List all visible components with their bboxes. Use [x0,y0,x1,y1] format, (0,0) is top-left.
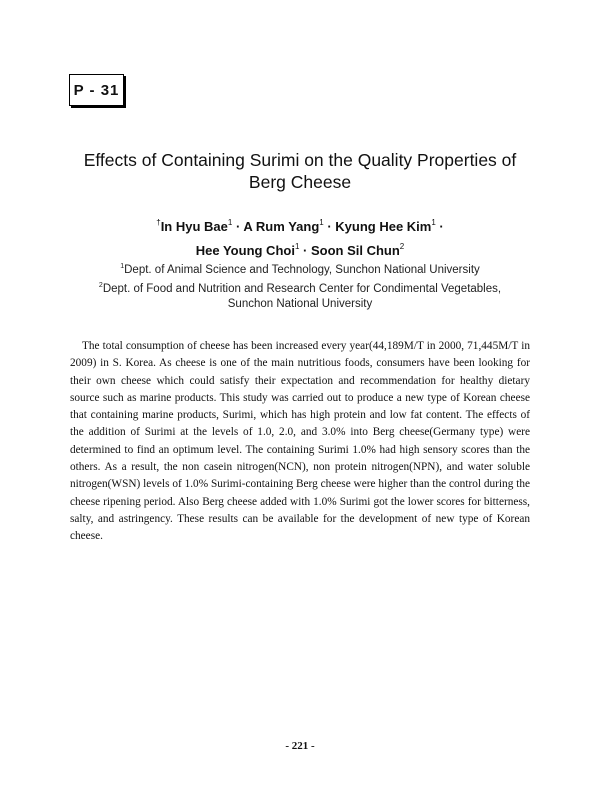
title-line-2: Berg Cheese [248,172,352,192]
affil-text: Dept. of Food and Nutrition and Research Center for Condimental Vegetables, [102,283,502,295]
paper-code: P - 31 [73,81,120,99]
author-list [60,213,540,261]
paper-title [40,149,560,193]
author-affil-sup: 1 [227,218,233,227]
author-affil-sup: 1 [319,218,324,227]
author-row-2 [60,237,540,261]
author-affil-sup: 1 [431,218,436,227]
author-separator: · [232,219,244,234]
affiliations [60,259,540,312]
page-number: - 221 - [285,740,315,752]
affil-text: Dept. of Animal Science and Technology, Sunchon National University [124,264,480,276]
affil-sup: 2 [98,282,103,289]
author-name: Soon Sil Chun [310,243,400,258]
author-affil-sup: 2 [399,242,405,251]
author-row-1 [60,213,540,237]
affiliation-2-cont: Sunchon National University [227,298,373,310]
affiliation-2 [60,278,540,297]
author-name: Kyung Hee Kim [335,219,432,234]
author-name: Hee Young Choi [195,243,295,258]
title-line-1: Effects of Containing Surimi on the Quality Properties of [83,150,517,170]
author-name: In Hyu Bae [160,219,228,234]
affiliation-1 [60,259,540,278]
corresponding-dagger: † [156,218,161,227]
author-name: A Rum Yang [243,219,320,234]
author-separator: · [435,219,444,234]
abstract-body: The total consumption of cheese has been increased every year(44,189M/T in 2000, 71,445M/T in 2009) in S. Korea. As cheese is one of the main nutritious foods, consumers have been looking for their own cheese which could satisfy their expectation and recommendation for healthy dietary source such as marine products. This study was carried out to produce a new type of Korean cheese that containing marine products, Surimi, which has high protein and low fat content. The effects of the addition of Surimi at the levels of 1.0, 2.0, and 3.0% into Berg cheese(Germany type) were determined to find an optimum level. The containing Surimi 1.0% had high sensory scores than the others. As a result, the non casein nitrogen(NCN), non protein nitrogen(NPN), and water soluble nitrogen(WSN) levels of 1.0% Surimi-containing Berg cheese were higher than the control during the cheese ripening period. Also Berg cheese added with 1.0% Surimi got the lower scores for bitterness, salty, and astringency. These results can be available for the development of new type of Korean cheese. [70,340,530,543]
affil-sup: 1 [120,263,125,270]
author-separator: · [299,243,311,258]
author-affil-sup: 1 [294,242,300,251]
paper-code-box [69,74,124,106]
author-separator: · [323,219,336,234]
